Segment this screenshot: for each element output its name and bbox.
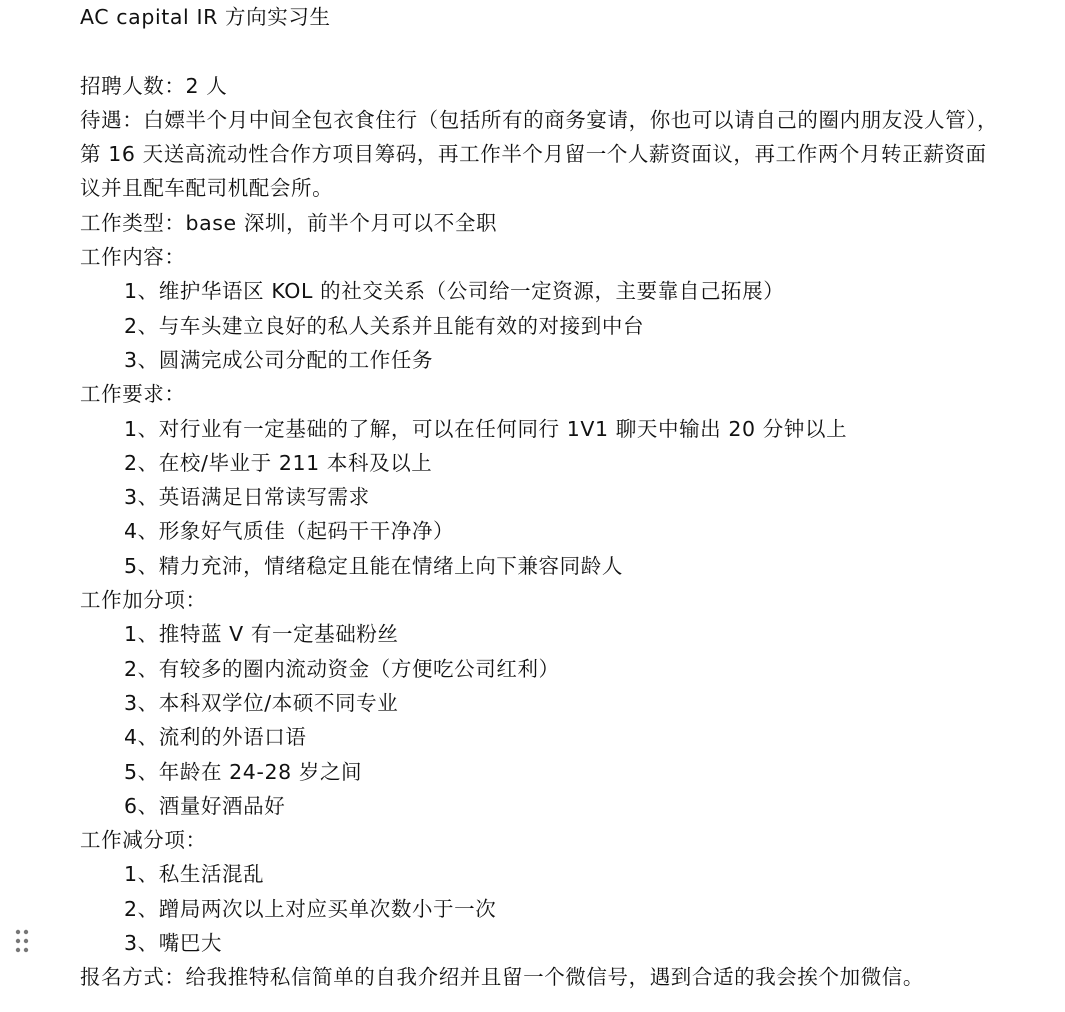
- doc-title: AC capital IR 方向实习生: [80, 5, 331, 29]
- minus-heading: 工作减分项：: [80, 828, 207, 853]
- apply-method: 报名方式：给我推特私信简单的自我介绍并且留一个微信号，遇到合适的我会挨个加微信。: [80, 965, 924, 990]
- blank-line: [80, 34, 1040, 68]
- requirements-heading: 工作要求：: [80, 382, 186, 407]
- drag-handle-icon[interactable]: [14, 928, 30, 954]
- bonus-heading: 工作加分项：: [80, 588, 207, 613]
- list-item: 1、维护华语区 KOL 的社交关系（公司给一定资源，主要靠自己拓展）: [124, 279, 785, 304]
- list-item: 1、私生活混乱: [124, 862, 265, 887]
- list-item: 5、年龄在 24-28 岁之间: [124, 759, 363, 784]
- headcount: 招聘人数：2 人: [80, 73, 228, 98]
- document-body: [80, 0, 1040, 995]
- list-item: 4、流利的外语口语: [124, 725, 307, 750]
- list-item: 6、酒量好酒品好: [124, 793, 286, 818]
- content-heading: 工作内容：: [80, 245, 186, 270]
- list-item: 2、在校/毕业于 211 本科及以上: [124, 450, 433, 475]
- list-item: 3、本科双学位/本硕不同专业: [124, 690, 399, 715]
- list-item: 4、形象好气质佳（起码干干净净）: [124, 519, 455, 544]
- list-item: 2、蹭局两次以上对应买单次数小于一次: [124, 896, 497, 921]
- list-item: 1、推特蓝 V 有一定基础粉丝: [124, 622, 399, 647]
- list-item: 3、圆满完成公司分配的工作任务: [124, 347, 434, 372]
- list-item: 1、对行业有一定基础的了解，可以在任何同行 1V1 聊天中输出 20 分钟以上: [124, 416, 848, 441]
- list-item: 3、嘴巴大: [124, 931, 223, 956]
- list-item: 2、有较多的圈内流动资金（方便吃公司红利）: [124, 656, 560, 681]
- list-item: 2、与车头建立良好的私人关系并且能有效的对接到中台: [124, 313, 645, 338]
- list-item: 5、精力充沛，情绪稳定且能在情绪上向下兼容同龄人: [124, 553, 623, 578]
- list-item: 3、英语满足日常读写需求: [124, 485, 370, 510]
- job-type: 工作类型：base 深圳，前半个月可以不全职: [80, 210, 498, 235]
- drag-handle-icon-graphic: [14, 928, 30, 954]
- benefits: 待遇：白嫖半个月中间全包衣食住行（包括所有的商务宴请，你也可以请自己的圈内朋友没人管），第 16 天送高流动性合作方项目筹码，再工作半个月留一个人薪资面议，再工作两个月转正薪资面议并且配车配司机配会所。: [80, 107, 999, 201]
